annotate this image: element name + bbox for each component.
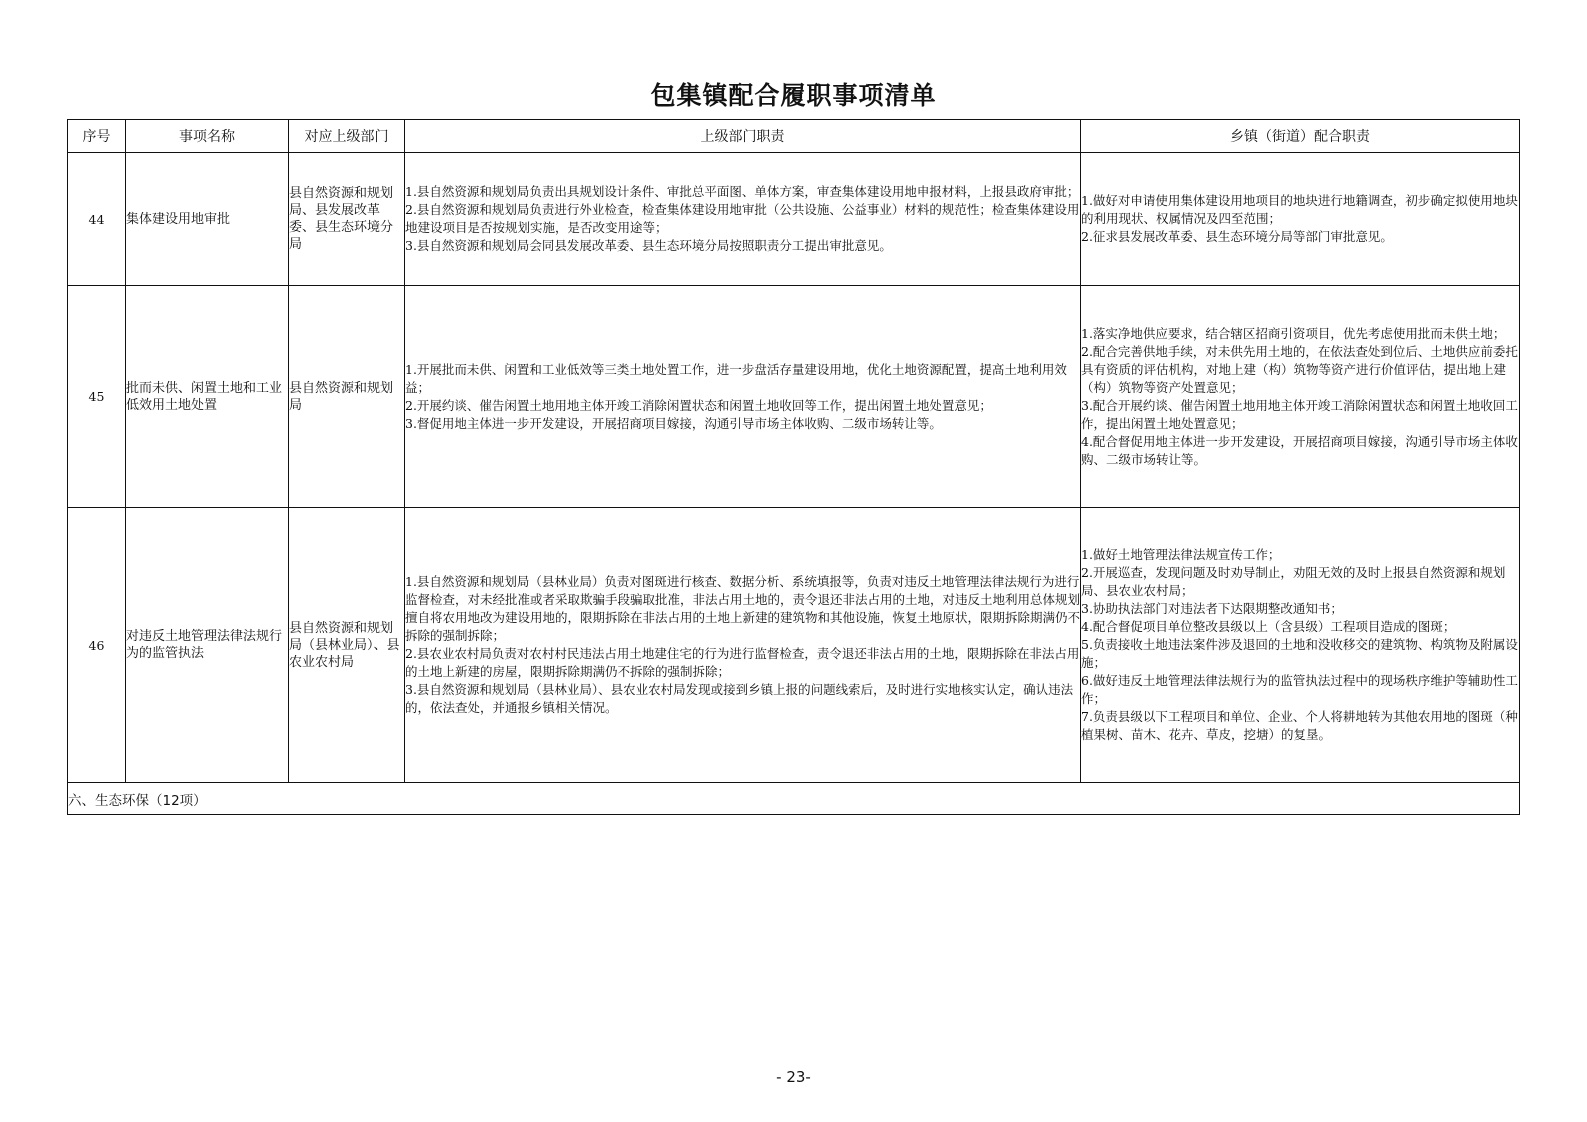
coop-item: 4.配合督促项目单位整改县级以上（含县级）工程项目造成的图斑； <box>1081 619 1456 634</box>
row-duty <box>405 153 1081 286</box>
row-dept: 县自然资源和规划局、县发展改革委、县生态环境分局 <box>289 153 405 286</box>
header-coop: 乡镇（街道）配合职责 <box>1081 120 1520 153</box>
duty-item: 3.县自然资源和规划局会同县发展改革委、县生态环境分局按照职责分工提出审批意见。 <box>405 238 892 253</box>
row-name: 集体建设用地审批 <box>126 153 289 286</box>
coop-item: 7.负责县级以下工程项目和单位、企业、个人将耕地转为其他农用地的图斑（种植果树、苗木、花卉、草皮，挖塘）的复垦。 <box>1081 709 1518 742</box>
duty-item: 1.县自然资源和规划局（县林业局）负责对图斑进行核查、数据分析、系统填报等，负责对违反土地管理法律法规行为进行监督检查，对未经批准或者采取欺骗手段骗取批准，非法占用土地的，责令退还非法占用的土地，对违反土地利用总体规划擅自将农用地改为建设用地的，限期拆除在非法占用的土地上新建的建筑物和其他设施，恢复土地原状，限期拆除期满仍不拆除的强制拆除； <box>405 574 1081 643</box>
page-number: - 23- <box>776 1068 811 1086</box>
table-row <box>68 153 1520 286</box>
row-coop <box>1081 286 1520 508</box>
coop-item: 6.做好违反土地管理法律法规行为的监管执法过程中的现场秩序维护等辅助性工作； <box>1081 673 1518 706</box>
coop-item: 2.配合完善供地手续，对未供先用土地的，在依法查处到位后、土地供应前委托具有资质的评估机构，对地上建（构）筑物等资产进行价值评估，提出地上建（构）筑物等资产处置意见； <box>1081 343 1518 395</box>
coop-item: 3.协助执法部门对违法者下达限期整改通知书； <box>1081 601 1343 616</box>
row-duty <box>405 286 1081 508</box>
duty-item: 2.县自然资源和规划局负责进行外业检查，检查集体建设用地审批（公共设施、公益事业）材料的规范性；检查集体建设用地建设项目是否按规划实施，是否改变用途等； <box>405 202 1080 235</box>
coop-item: 2.开展巡查，发现问题及时劝导制止，劝阻无效的及时上报县自然资源和规划局、县农业农村局； <box>1081 565 1506 598</box>
section-row <box>68 783 1520 815</box>
page-title: 包集镇配合履职事项清单 <box>650 81 937 110</box>
table-row <box>68 508 1520 783</box>
row-num: 45 <box>68 286 126 508</box>
header-dept: 对应上级部门 <box>289 120 405 153</box>
coop-item: 3.配合开展约谈、催告闲置土地用地主体开竣工消除闲置状态和闲置土地收回工作，提出闲置土地处置意见； <box>1081 397 1518 431</box>
header-duty: 上级部门职责 <box>405 120 1081 153</box>
row-dept: 县自然资源和规划局 <box>289 286 405 508</box>
duty-item: 1.开展批而未供、闲置和工业低效等三类土地处置工作，进一步盘活存量建设用地，优化土地资源配置，提高土地利用效益； <box>405 361 1067 395</box>
duty-table <box>67 119 1520 815</box>
table-header-row <box>68 120 1520 153</box>
duty-item: 2.县农业农村局负责对农村村民违法占用土地建住宅的行为进行监督检查，责令退还非法占用的土地，限期拆除在非法占用的土地上新建的房屋，限期拆除期满仍不拆除的强制拆除； <box>405 646 1080 679</box>
row-name: 对违反土地管理法律法规行为的监管执法 <box>126 508 289 783</box>
coop-item: 1.落实净地供应要求，结合辖区招商引资项目，优先考虑使用批而未供土地； <box>1081 325 1506 341</box>
section-heading: 六、生态环保（12项） <box>68 783 1520 815</box>
table-row <box>68 286 1520 508</box>
row-num: 44 <box>68 153 126 286</box>
coop-item: 5.负责接收土地违法案件涉及退回的土地和没收移交的建筑物、构筑物及附属设施； <box>1081 637 1518 670</box>
row-num: 46 <box>68 508 126 783</box>
coop-item: 1.做好土地管理法律法规宣传工作； <box>1081 547 1281 562</box>
row-coop <box>1081 153 1520 286</box>
duty-item: 1.县自然资源和规划局负责出具规划设计条件、审批总平面图、单体方案，审查集体建设用地申报材料，上报县政府审批； <box>405 184 1080 199</box>
duty-item: 3.县自然资源和规划局（县林业局）、县农业农村局发现或接到乡镇上报的问题线索后，及时进行实地核实认定，确认违法的，依法查处，并通报乡镇相关情况。 <box>405 682 1074 715</box>
coop-item: 1.做好对申请使用集体建设用地项目的地块进行地籍调查，初步确定拟使用地块的利用现状、权属情况及四至范围； <box>1081 193 1518 226</box>
coop-item: 4.配合督促用地主体进一步开发建设，开展招商项目嫁接，沟通引导市场主体收购、二级市场转让等。 <box>1081 433 1518 467</box>
header-num: 序号 <box>68 120 126 153</box>
row-name: 批而未供、闲置土地和工业低效用土地处置 <box>126 286 289 508</box>
row-dept: 县自然资源和规划局（县林业局）、县农业农村局 <box>289 508 405 783</box>
row-duty <box>405 508 1081 783</box>
header-name: 事项名称 <box>126 120 289 153</box>
duty-item: 2.开展约谈、催告闲置土地用地主体开竣工消除闲置状态和闲置土地收回等工作，提出闲置土地处置意见； <box>405 397 992 413</box>
duty-item: 3.督促用地主体进一步开发建设，开展招商项目嫁接，沟通引导市场主体收购、二级市场转让等。 <box>405 415 942 431</box>
row-coop <box>1081 508 1520 783</box>
coop-item: 2.征求县发展改革委、县生态环境分局等部门审批意见。 <box>1081 229 1393 244</box>
